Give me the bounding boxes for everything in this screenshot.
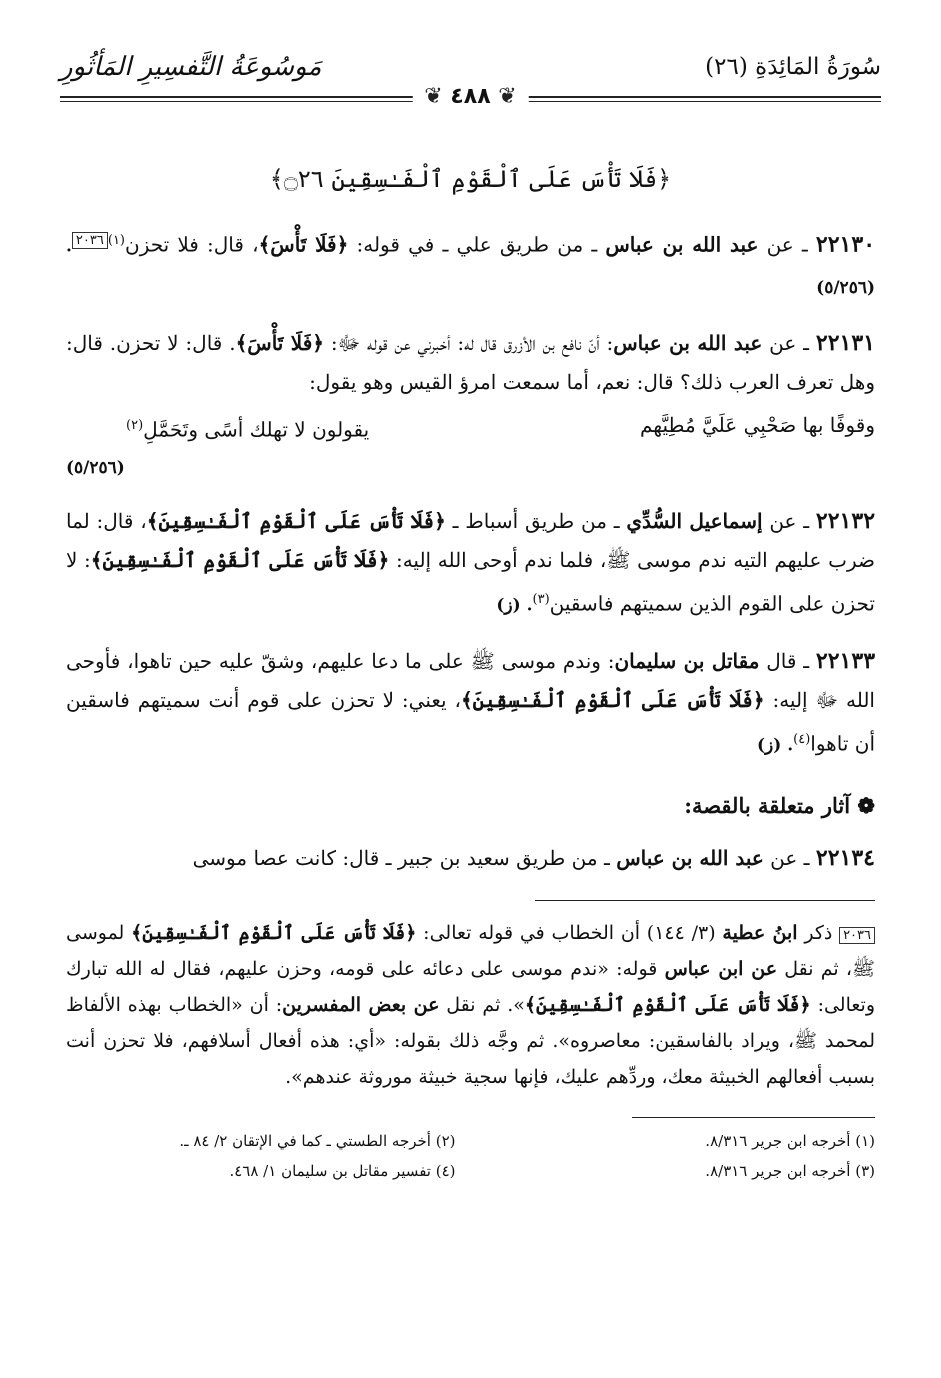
- narrator: إسماعيل السُّدِّي: [626, 509, 763, 534]
- ornament-icon: ❦: [424, 84, 451, 109]
- footnote: (١) أخرجه ابن جرير ٨/٣١٦.: [705, 1131, 875, 1150]
- entry-text: : وندم موسى ﷺ على ما دعا عليهم، وشقّ عليه حين تاهوا، فأوحى الله ﷻ إليه:: [66, 648, 875, 712]
- commentary-text: ذكر: [797, 921, 840, 944]
- commentary-number: ٢٠٣٦: [839, 927, 875, 944]
- entry-text: ، قال: لما ضرب عليهم التيه ندم موسى ﷺ، فلما ندم أوحى الله إليه:: [66, 509, 875, 573]
- entry-number: ٢٢١٣١: [815, 329, 875, 356]
- commentary-divider: [535, 900, 875, 901]
- commentary-marker[interactable]: ٢٠٣٦: [72, 232, 108, 249]
- entry-lead: ـ عن: [763, 845, 816, 870]
- narrator: عبد الله بن عباس: [616, 845, 764, 870]
- entry-lead: ـ عن: [762, 330, 816, 355]
- volume-reference: . (ز): [496, 595, 533, 616]
- entry-lead: ـ قال: [759, 648, 816, 673]
- poetry-verse: [66, 406, 875, 450]
- quran-quote: ﴿فَلَا تَأْسَ عَلَى ٱلْقَوْمِ ٱلْفَـٰسِقِينَ﴾: [90, 548, 390, 573]
- footnote: (٢) أخرجه الطستي ـ كما في الإتقان ٢/ ٨٤ ـ.: [179, 1131, 456, 1150]
- book-title: مَوسُوعَةُ التَّفسِيرِ المَأثُورِ: [60, 52, 322, 82]
- entry-number: ٢٢١٣٠: [815, 231, 876, 258]
- entry: [66, 324, 875, 402]
- entry-text: ، قال: فلا تحزن: [125, 232, 259, 257]
- surah-title: سُورَةُ المَائِدَةِ (٢٦): [705, 54, 881, 80]
- quran-quote: ﴿فَلَا تَأْسَ﴾: [258, 232, 349, 257]
- entry: [66, 839, 875, 878]
- quran-quote: ﴿فَلَا تَأْسَ عَلَى ٱلْقَوْمِ ٱلْفَـٰسِقِينَ﴾: [131, 921, 417, 944]
- commentary-text: قوله: «ندم موسى على دعائه على قومه، وحزن عليهم، فقال له الله تبارك وتعالى:: [66, 957, 876, 1016]
- commentary-source: عن بعض المفسرين: [282, 993, 440, 1016]
- entry-text: : أنّ نافع بن الأزرق قال له: أخبرني عن قوله ﷻ:: [324, 330, 614, 355]
- quran-quote: ﴿فَلَا تَأْسَ عَلَى ٱلْقَوْمِ ٱلْفَـٰسِقِينَ﴾: [524, 993, 811, 1016]
- entry-number: ٢٢١٣٤: [815, 844, 875, 871]
- footnote-marker[interactable]: (٤): [793, 731, 811, 747]
- volume-reference: (٥/٢٥٦): [66, 458, 125, 479]
- narrator: مقاتل بن سليمان: [614, 648, 760, 673]
- poem-hemistich-left: [126, 406, 369, 450]
- entry-text: ـ من طريق أسباط ـ: [445, 509, 627, 534]
- entry-number: ٢٢١٣٢: [815, 508, 876, 535]
- narrator: عبد الله بن عباس: [613, 330, 763, 355]
- commentary-source: عن ابن عباس: [664, 957, 778, 980]
- footnote: (٤) تفسير مقاتل بن سليمان ١/ ٤٦٨.: [229, 1161, 456, 1180]
- poem-text: يقولون لا تهلك أسًى وتَحَمَّلِ: [143, 417, 370, 442]
- commentary: [66, 915, 875, 1095]
- entry-text: ـ من طريق سعيد بن جبير ـ قال: كانت عصا موسى: [192, 845, 617, 870]
- page-header: [60, 40, 881, 110]
- commentary-text: : أن «الخطاب بهذه الألفاظ لمحمد ﷺ، ويراد بالفاسقين: معاصروه». ثم وجَّه ذلك بقوله: «أي: هذه أفعال أسلافهم، فلا تحزن أنت بسبب أفعالهم الخبيثة معك، وردِّهم عليك، فإنها سجية خبيثة موروثة عندهم».: [66, 993, 875, 1088]
- quran-quote: ﴿فَلَا تَأْسَ﴾: [235, 330, 325, 355]
- footnotes: [66, 1126, 875, 1186]
- poem-hemistich-right: وقوفًا بها صَحْبِي عَلَيَّ مُطِيَّهم: [639, 412, 875, 437]
- quran-quote: ﴿فَلَا تَأْسَ عَلَى ٱلْقَوْمِ ٱلْفَـٰسِقِينَ﴾: [460, 687, 765, 712]
- volume-reference: . (ز): [757, 735, 794, 756]
- entry-text: ، يعني: لا تحزن على قوم أنت سميتهم فاسقين أن تاهوا: [66, 687, 875, 756]
- footnotes-divider: [632, 1117, 875, 1118]
- page-number-value: ٤٨٨: [450, 84, 491, 109]
- entry-text: . قال: لا تحزن. قال: وهل تعرف العرب ذلك؟ قال: نعم، أما سمعت امرؤ القيس وهو يقول:: [66, 330, 875, 394]
- section-heading: ❁ آثار متعلقة بالقصة:: [684, 792, 875, 818]
- footnote-marker[interactable]: (٣): [532, 592, 550, 608]
- footnote: (٣) أخرجه ابن جرير ٨/٣١٦.: [705, 1161, 875, 1180]
- entry: [66, 221, 875, 308]
- commentary-text: ». ثم نقل: [439, 993, 525, 1016]
- commentary-text: (٣/ ١٤٤) أن الخطاب في قوله تعالى:: [416, 921, 723, 944]
- quran-quote: ﴿فَلَا تَأْسَ عَلَى ٱلْقَوْمِ ٱلْفَـٰسِقِينَ﴾: [146, 509, 446, 534]
- main-text: [66, 160, 875, 1186]
- narrator: عبد الله بن عباس: [605, 232, 759, 257]
- entry-lead: ـ عن: [758, 232, 816, 257]
- verse-title: ﴿فَلَا تَأْسَ عَلَى ٱلْقَوْمِ ٱلْفَـٰسِقِينَ ۝٢٦﴾: [269, 165, 672, 193]
- ornament-icon: ❦: [490, 84, 517, 109]
- entry: [66, 642, 875, 766]
- commentary-author: ابنُ عطية: [722, 921, 798, 944]
- entry-text: : لا تحزن على القوم الذين سميتهم فاسقين: [66, 548, 875, 616]
- entry-lead: ـ عن: [762, 509, 816, 534]
- footnote-marker[interactable]: (٢): [126, 417, 144, 433]
- page-number: [412, 84, 528, 109]
- entry-text: ـ من طريق علي ـ في قوله:: [348, 232, 606, 257]
- entry-number: ٢٢١٣٣: [815, 647, 876, 674]
- volume-reference: . (٥/٢٥٦): [66, 236, 875, 298]
- entry: [66, 502, 875, 626]
- commentary-text: لموسى ﷺ، ثم نقل: [66, 921, 875, 980]
- footnote-marker[interactable]: (١): [107, 233, 125, 248]
